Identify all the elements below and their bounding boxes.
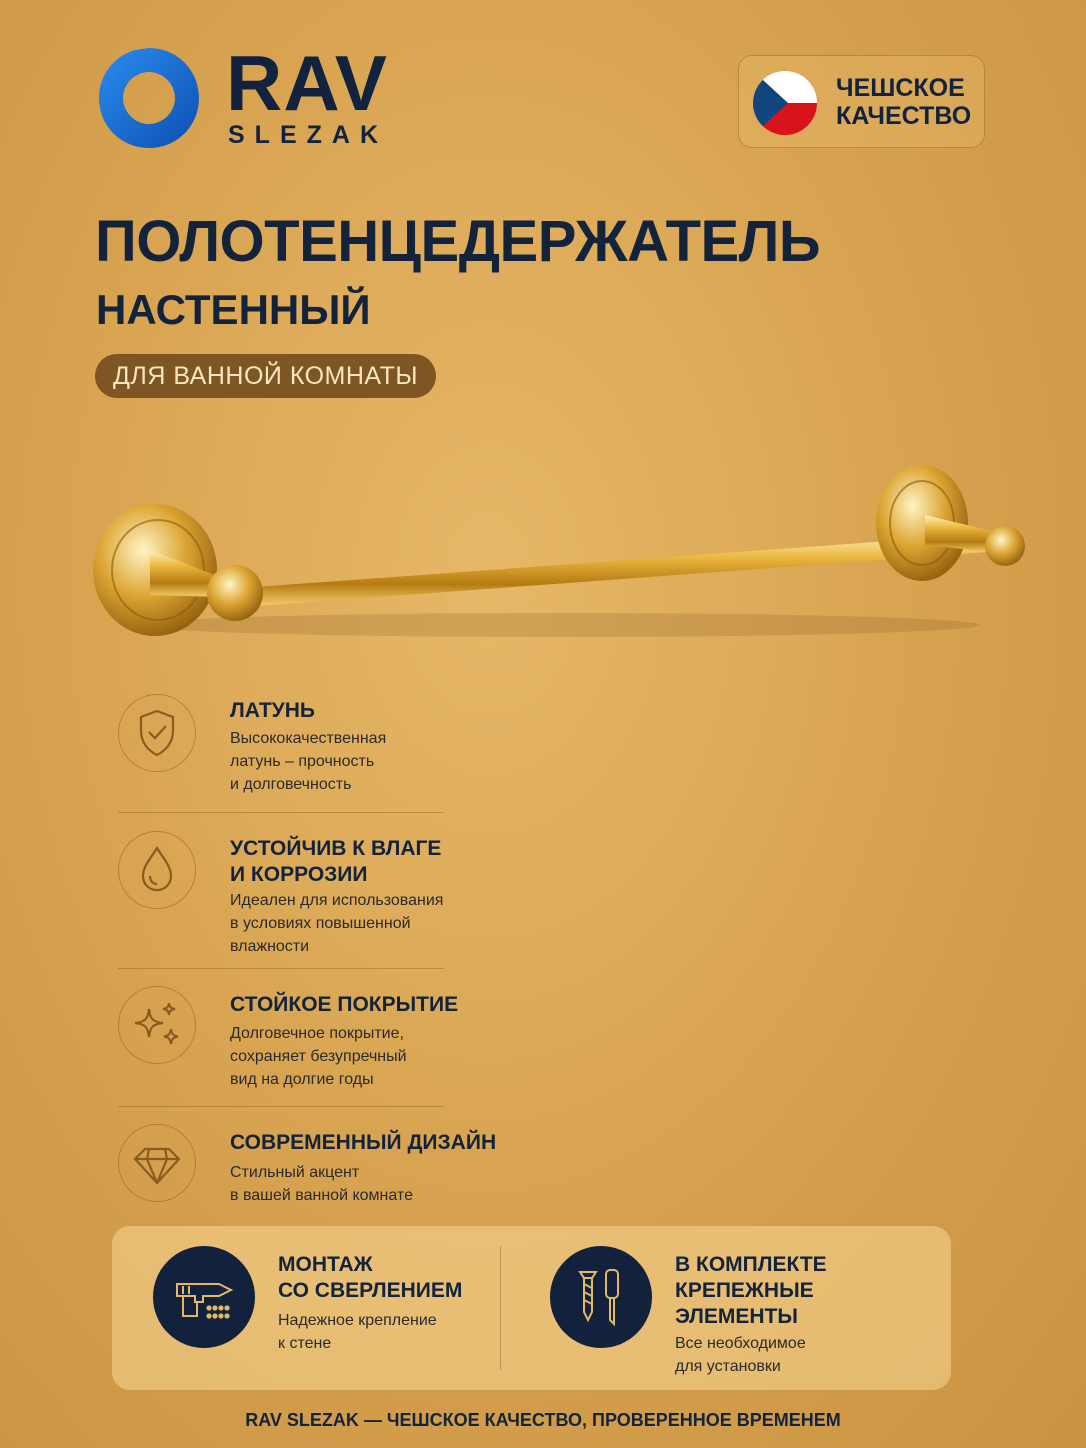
feature-desc-design <box>230 1161 413 1207</box>
water-drop-icon <box>118 831 196 909</box>
feature-divider <box>118 1106 444 1107</box>
sparkles-icon <box>118 986 196 1064</box>
badge-line-2: КАЧЕСТВО <box>836 102 972 130</box>
feature-divider <box>118 968 444 969</box>
drill-icon <box>153 1246 255 1348</box>
feature-title-design <box>230 1130 496 1156</box>
install-desc-line: Все необходимое <box>675 1335 806 1352</box>
screw-screwdriver-icon <box>550 1246 652 1348</box>
feature-desc-line: вид на долгие годы <box>230 1071 374 1088</box>
feature-desc-brass <box>230 727 386 796</box>
feature-desc-line: и долговечность <box>230 776 352 793</box>
install-desc-line: к стене <box>278 1335 332 1352</box>
feature-desc-line: Идеален для использования <box>230 892 444 909</box>
feature-title-brass <box>230 698 315 724</box>
install-desc-fasteners <box>675 1332 806 1378</box>
badge-line-1: ЧЕШСКОЕ <box>836 74 965 102</box>
install-title-line: В КОМПЛЕКТЕ <box>675 1253 827 1276</box>
page-title: ПОЛОТЕНЦЕДЕРЖАТЕЛЬ <box>95 209 821 274</box>
feature-desc-coating <box>230 1022 407 1091</box>
diamond-icon <box>118 1124 196 1202</box>
footer-slogan: RAV SLEZAK — ЧЕШСКОЕ КАЧЕСТВО, ПРОВЕРЕННОЕ ВРЕМЕНЕМ <box>245 1410 841 1430</box>
towel-bar-image <box>80 455 1040 685</box>
install-desc-drilling <box>278 1309 437 1355</box>
install-desc-line: Надежное крепление <box>278 1312 437 1329</box>
feature-title-moisture <box>230 836 441 888</box>
brand-name: RAV <box>226 39 388 127</box>
feature-title-line: УСТОЙЧИВ К ВЛАГЕ <box>230 837 442 860</box>
feature-desc-line: сохраняет безупречный <box>230 1048 407 1065</box>
feature-desc-moisture <box>230 889 443 958</box>
feature-desc-line: в условиях повышенной <box>230 915 411 932</box>
logo-ring-icon <box>95 44 203 152</box>
install-title-line: МОНТАЖ <box>278 1253 373 1276</box>
install-title-drilling <box>278 1252 462 1304</box>
install-title-fasteners <box>675 1252 827 1330</box>
feature-desc-line: в вашей ванной комнате <box>230 1187 413 1204</box>
install-title-line: ЭЛЕМЕНТЫ <box>675 1305 798 1328</box>
feature-desc-line: Долговечное покрытие, <box>230 1025 404 1042</box>
purpose-tag: ДЛЯ ВАННОЙ КОМНАТЫ <box>95 354 436 398</box>
feature-desc-line: Стильный акцент <box>230 1164 360 1181</box>
feature-desc-line: Высококачественная <box>230 730 387 747</box>
page-subtitle: НАСТЕННЫЙ <box>96 286 371 333</box>
install-desc-line: для установки <box>675 1358 781 1375</box>
shield-check-icon <box>118 694 196 772</box>
install-title-line: СО СВЕРЛЕНИЕМ <box>278 1279 463 1302</box>
feature-desc-line: влажности <box>230 938 310 955</box>
feature-desc-line: латунь – прочность <box>230 753 375 770</box>
feature-title-line: ЛАТУНЬ <box>230 699 316 722</box>
brand-subname: SLEZAK <box>228 121 388 149</box>
install-title-line: КРЕПЕЖНЫЕ <box>675 1279 814 1302</box>
feature-divider <box>118 812 444 813</box>
badge-text <box>836 74 971 130</box>
feature-title-line: СОВРЕМЕННЫЙ ДИЗАЙН <box>230 1131 497 1154</box>
czech-flag-icon <box>752 70 818 136</box>
feature-title-coating <box>230 992 458 1018</box>
panel-divider <box>500 1246 501 1370</box>
feature-title-line: И КОРРОЗИИ <box>230 863 368 886</box>
feature-title-line: СТОЙКОЕ ПОКРЫТИЕ <box>230 993 459 1016</box>
